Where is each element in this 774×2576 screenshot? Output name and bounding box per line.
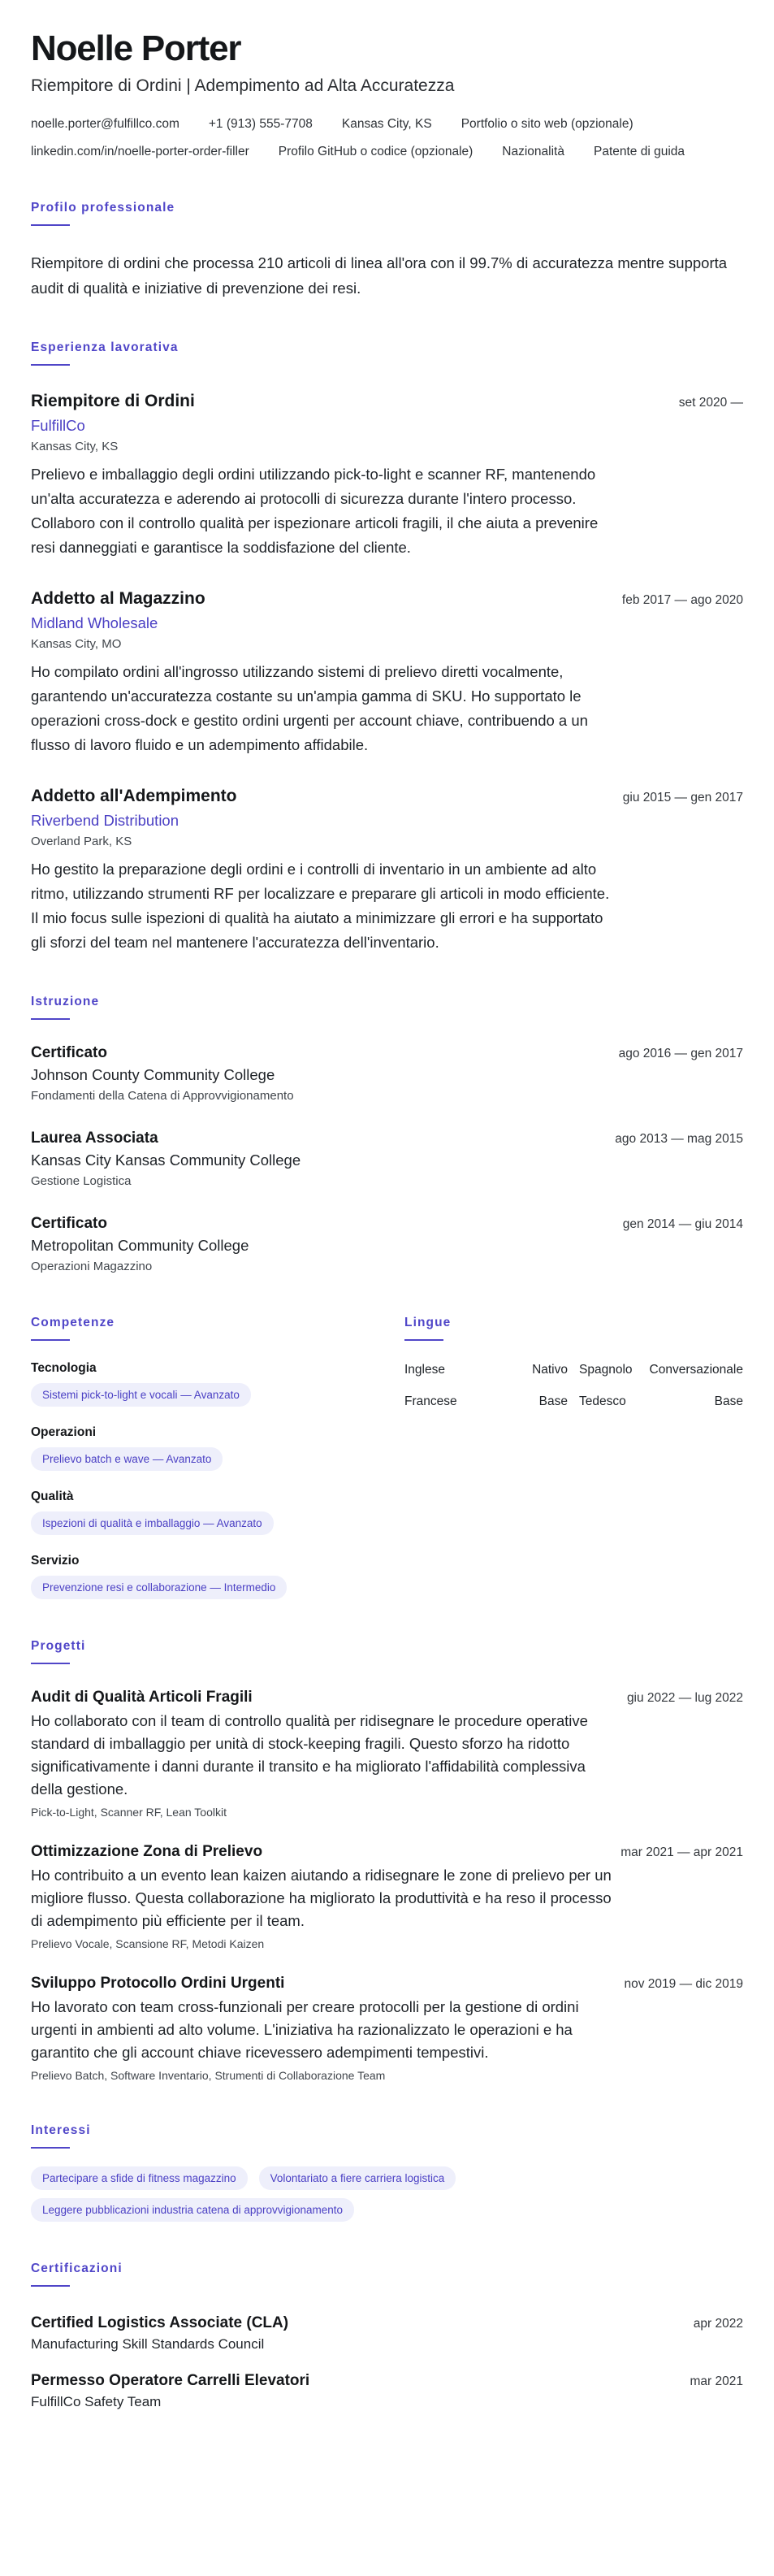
certifications-section [31,2261,743,2412]
degree-title: Certificato [31,1044,107,1061]
project-tools: Pick-to-Light, Scanner RF, Lean Toolkit [31,1806,227,1819]
section-divider [31,2285,70,2287]
project-title: Ottimizzazione Zona di Prelievo [31,1843,263,1860]
job-description: Ho compilato ordini all'ingrosso utilizzando sistemi di prelievo diretti vocalmente, garantendo un'accuratezza costante su un'ampia gamma di SKU. Ho supportato le operazioni cross-dock e gestito ordini urgenti per account chiave, contribuendo a un flusso di lavoro fluido e un adempimento affidabile. [31,663,588,753]
contact-github[interactable]: Profilo GitHub o codice (opzionale) [278,145,473,158]
experience-entry [31,785,743,955]
skill-group [31,1489,404,1535]
languages-section [404,1315,743,1599]
skill-category: Qualità [31,1490,74,1503]
contact-nationality: Nazionalità [502,145,564,158]
skill-chip: Prelievo batch e wave — Avanzato [31,1447,223,1471]
experience-entry [31,588,743,757]
contact-list [31,115,743,161]
job-location: Kansas City, KS [31,440,119,453]
certification-entry [31,2313,743,2354]
project-description: Ho contribuito a un evento lean kaizen aiutando a ridisegnare le zone di prelievo per un migliore flusso. Questa collaborazione ha migliorato la produttività e ha reso il processo di adempimento più efficiente per il team. [31,1867,612,1929]
education-dates: ago 2013 — mag 2015 [615,1132,743,1146]
project-entry [31,1841,743,1952]
skill-chip: Prevenzione resi e collaborazione — Intermedio [31,1576,287,1599]
skill-chip: Ispezioni di qualità e imballaggio — Avanzato [31,1511,274,1535]
summary-text: Riempitore di ordini che processa 210 articoli di linea all'ora con il 99.7% di accuratezza mentre supporta audit di qualità e iniziative di prevenzione dei resi. [31,254,728,297]
contact-linkedin[interactable]: linkedin.com/in/noelle-porter-order-filler [31,145,249,158]
education-entry [31,1213,743,1276]
project-dates: mar 2021 — apr 2021 [620,1845,743,1859]
interest-list [31,2166,551,2222]
contact-phone[interactable]: +1 (913) 555-7708 [208,117,313,131]
certification-entry [31,2370,743,2412]
job-dates: set 2020 — [678,396,743,410]
section-divider [31,1663,70,1664]
skills-section [31,1315,404,1599]
section-divider [31,2147,70,2149]
experience-entry [31,390,743,560]
language-level: Conversazionale [649,1363,743,1377]
section-title: Lingue [404,1316,452,1329]
skills-languages-row [31,1315,743,1599]
skill-group [31,1425,404,1471]
study-field: Gestione Logistica [31,1174,132,1188]
section-title: Profilo professionale [31,201,175,215]
job-company: FulfillCo [31,417,85,434]
project-description: Ho collaborato con il team di controllo qualità per ridisegnare le procedure operative standard di imballaggio per unità di stock-keeping fragili. Questo sforzo ha ridotto significativamente i danni durante il transito e ha migliorato l'affidabilità complessiva della gestione. [31,1712,588,1798]
section-title: Certificazioni [31,2262,123,2275]
section-title: Istruzione [31,995,100,1008]
degree-title: Certificato [31,1215,107,1232]
section-title: Interessi [31,2123,91,2137]
certification-date: apr 2022 [693,2317,743,2331]
language-list [404,1362,743,1410]
job-location: Kansas City, MO [31,637,122,651]
language-level: Nativo [532,1363,568,1377]
certification-name: Certified Logistics Associate (CLA) [31,2314,289,2331]
section-divider [404,1339,443,1341]
project-title: Sviluppo Protocollo Ordini Urgenti [31,1975,285,1992]
job-description: Prelievo e imballaggio degli ordini utilizzando pick-to-light e scanner RF, mantenendo un'alta accuratezza e aderendo ai protocolli di sicurezza durante l'intero processo. Collaboro con il controllo qualità per ispezionare articoli fragili, il che aiuta a prevenire resi danneggiati e garantisce la soddisfazione del cliente. [31,466,599,556]
certification-issuer: Manufacturing Skill Standards Council [31,2336,265,2352]
job-company: Riverbend Distribution [31,812,179,829]
summary-section [31,200,743,301]
project-tools: Prelievo Batch, Software Inventario, Strumenti di Collaborazione Team [31,2069,386,2082]
interest-chip: Leggere pubblicazioni industria catena di approvvigionamento [31,2198,354,2222]
job-title: Addetto all'Adempimento [31,787,237,805]
section-title: Progetti [31,1639,86,1653]
project-description: Ho lavorato con team cross-funzionali per creare protocolli per la gestione di ordini urgenti in ambienti ad alto volume. L'iniziativa ha razionalizzato le operazioni e ha garantito che gli account chiave ricevessero adempimenti tempestivi. [31,1998,579,2061]
job-company: Midland Wholesale [31,614,158,631]
project-entry [31,1687,743,1820]
language-name: Spagnolo [579,1363,633,1377]
degree-title: Laurea Associata [31,1130,158,1147]
experience-section [31,340,743,955]
interests-section [31,2123,743,2222]
section-divider [31,1339,70,1341]
project-entry [31,1973,743,2084]
interest-chip: Partecipare a sfide di fitness magazzino [31,2166,248,2190]
contact-location: Kansas City, KS [341,117,432,131]
job-dates: feb 2017 — ago 2020 [621,593,743,607]
education-dates: ago 2016 — gen 2017 [618,1047,743,1060]
language-name: Francese [404,1394,457,1408]
skill-group [31,1360,404,1407]
education-entry [31,1128,743,1190]
skill-group [31,1553,404,1599]
certification-issuer: FulfillCo Safety Team [31,2394,162,2409]
projects-section [31,1638,743,2084]
school-name: Johnson County Community College [31,1066,275,1083]
contact-portfolio[interactable]: Portfolio o sito web (opzionale) [461,117,633,131]
job-location: Overland Park, KS [31,835,132,848]
language-level: Base [714,1394,743,1408]
contact-email[interactable]: noelle.porter@fulfillco.com [31,117,179,131]
project-title: Audit di Qualità Articoli Fragili [31,1689,253,1706]
study-field: Fondamenti della Catena di Approvvigionamento [31,1089,294,1103]
interest-chip: Volontariato a fiere carriera logistica [259,2166,456,2190]
section-title: Competenze [31,1316,115,1329]
skill-category: Tecnologia [31,1361,97,1375]
job-title: Addetto al Magazzino [31,589,205,608]
certification-name: Permesso Operatore Carrelli Elevatori [31,2372,310,2389]
project-tools: Prelievo Vocale, Scansione RF, Metodi Kaizen [31,1937,265,1950]
section-divider [31,224,70,226]
project-dates: giu 2022 — lug 2022 [626,1691,743,1705]
job-description: Ho gestito la preparazione degli ordini e i controlli di inventario in un ambiente ad alto ritmo, utilizzando strumenti RF per localizzare e preparare gli articoli in modo efficiente. Il mio focus sulle ispezioni di qualità ha aiutato a minimizzare gli errori e ha supportato gli sforzi del team nel mantenere l'accuratezza dell'inventario. [31,861,610,951]
job-title: Riempitore di Ordini [31,392,195,410]
language-name: Inglese [404,1363,445,1377]
skill-category: Servizio [31,1554,80,1568]
section-divider [31,364,70,366]
school-name: Metropolitan Community College [31,1237,249,1254]
candidate-name: Noelle Porter [31,28,241,68]
contact-driving-license: Patente di guida [593,145,685,158]
education-section [31,994,743,1276]
job-dates: giu 2015 — gen 2017 [622,791,743,804]
language-name: Tedesco [579,1394,626,1408]
section-divider [31,1018,70,1020]
school-name: Kansas City Kansas Community College [31,1151,301,1169]
education-dates: gen 2014 — giu 2014 [622,1217,743,1231]
candidate-tagline: Riempitore di Ordini | Adempimento ad Alta Accuratezza [31,76,455,95]
education-entry [31,1043,743,1105]
study-field: Operazioni Magazzino [31,1260,153,1273]
certification-date: mar 2021 [690,2374,743,2388]
project-dates: nov 2019 — dic 2019 [624,1977,743,1991]
section-title: Esperienza lavorativa [31,340,179,354]
skill-chip: Sistemi pick-to-light e vocali — Avanzato [31,1383,251,1407]
skill-category: Operazioni [31,1425,97,1439]
resume-header [31,28,743,161]
language-level: Base [538,1394,568,1408]
